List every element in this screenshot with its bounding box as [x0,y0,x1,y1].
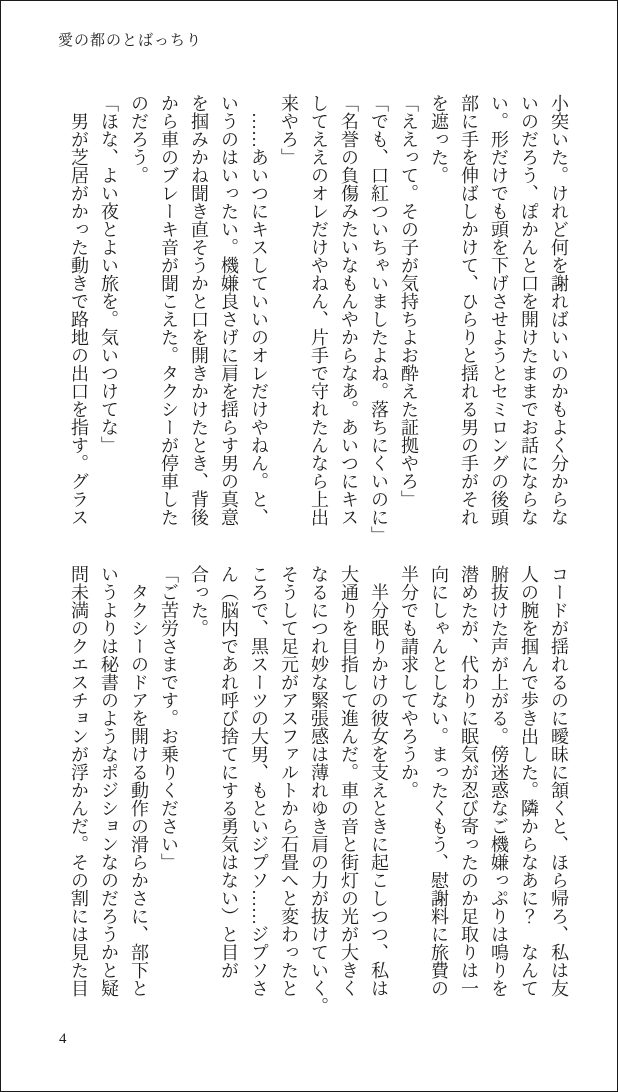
page-number: 4 [59,1031,67,1047]
text-line: 「ご苦労さまです。お乗りください」 [159,565,179,871]
text-line: ん（脳内であれ呼び捨てにする勇気はない）と目が [219,565,239,979]
text-line: 「ええって。その子が気持ちよお酔えた証拠やろ」 [399,94,419,508]
text-line: 半分でも請求してやろうか。 [399,565,419,799]
text-line: 来やろ」 [279,94,299,166]
text-block-lower [64,565,574,1015]
text-line: 「名誉の負傷みたいなもんやからなあ。あいつにキス [339,94,359,526]
text-line: 「ほな、よい夜とよい旅を。気いつけてな」 [99,94,119,454]
text-line: 「でも、口紅ついちゃいましたよね。落ちにくいのに」 [369,94,389,544]
text-line: を掴みかね聞き直そうかと口を開きかけたとき、背後 [189,94,209,526]
text-line: そうして足元がアスファルトから石畳へと変わったと [279,565,299,997]
text-line: 問未満のクエスチョンが浮かんだ。その割には見た目 [69,565,89,997]
text-line: 向にしゃんとしない。まったくもう、慰謝料に旅費の [429,565,449,997]
text-line: 合った。 [189,565,209,637]
text-line: 小突いた。けれど何を謝ればいいのかもよく分からな [549,94,569,526]
text-line: のだろう。 [129,94,149,184]
text-line: してええのオレだけやねん、片手で守れたんなら上出 [309,94,329,526]
text-line: ころで、黒スーツの大男、もといジプソ……ジプソさ [249,565,269,997]
text-line: 腑抜けた声が上がる。傍迷惑なご機嫌っぷりは鳴りを [489,565,509,997]
text-line: 潜めたが、代わりに眠気が忍び寄ったのか足取りは一 [459,565,479,997]
text-line: から車のブレーキ音が聞こえた。タクシーが停車した [159,94,179,526]
text-line: い。形だけでも頭を下げさせようとセミロングの後頭 [489,94,509,526]
text-line: 大通りを目指して進んだ。車の音と街灯の光が大きく [339,565,359,997]
text-line: いのだろう、ぽかんと口を開けたままでお話にならな [519,94,539,526]
text-line: 男が芝居がかった動きで路地の出口を指す。グラス [69,94,89,526]
text-line: いうよりは秘書のようなポジションなのだろうかと疑 [99,565,119,997]
text-line: を遮った。 [429,94,449,184]
text-line: 半分眠りかけの彼女を支えときに起こしつつ、私は [369,565,389,997]
text-line: ……あいつにキスしていいのオレだけやねん。と、 [249,94,269,526]
running-header-title: 愛の都のとばっちり [58,33,203,49]
text-line: いうのはいったい。機嫌良さげに肩を揺らす男の真意 [219,94,239,526]
text-block-upper [64,94,574,544]
text-line: タクシーのドアを開ける動作の滑らかさに、部下と [129,565,149,997]
text-line: コードが揺れるのに曖昧に頷くと、ほら帰ろ、私は友 [549,565,569,997]
text-line: 人の腕を掴んで歩き出した。隣からなあに？ なんて [519,565,539,997]
text-line: 部に手を伸ばしかけて、ひらりと揺れる男の手がそれ [459,94,479,526]
text-line: なるにつれ妙な緊張感は薄れゆき肩の力が抜けていく。 [309,565,329,1015]
